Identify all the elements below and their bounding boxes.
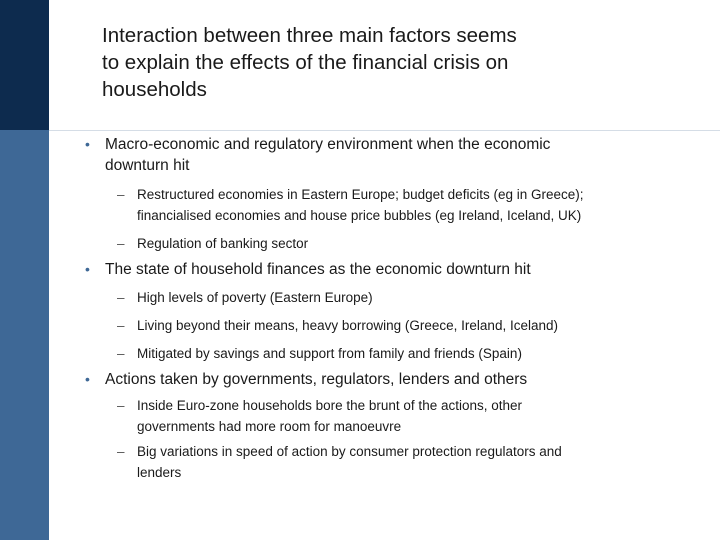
- bullet-line: The state of household finances as the economic downturn hit: [105, 261, 531, 278]
- sub-bullet-poverty: [117, 287, 697, 308]
- bullet-line: Macro-economic and regulatory environment when the economic: [105, 136, 551, 153]
- dash-icon: –: [117, 318, 125, 333]
- sub-bullet-line: Inside Euro-zone households bore the brunt of the actions, other: [137, 398, 523, 413]
- bullet-line: downturn hit: [105, 157, 190, 174]
- sub-bullet-speed-of-action: [117, 441, 697, 483]
- dash-icon: –: [117, 346, 125, 361]
- sub-bullet-euro-zone: [117, 395, 697, 437]
- sub-bullet-line: Living beyond their means, heavy borrowing (Greece, Ireland, Iceland): [137, 318, 558, 333]
- sub-bullet-line: governments had more room for manoeuvre: [137, 419, 402, 434]
- bullet-text: [105, 259, 685, 280]
- bullet-text: [105, 134, 685, 176]
- sub-bullet-line: Big variations in speed of action by consumer protection regulators and: [137, 444, 562, 459]
- bullet-icon: •: [85, 136, 90, 152]
- dash-icon: –: [117, 290, 125, 305]
- sub-bullet-savings: [117, 343, 697, 364]
- sub-bullet-line: financialised economies and house price bubbles (eg Ireland, Iceland, UK): [137, 208, 582, 223]
- sub-bullet-text: [137, 287, 697, 308]
- sub-bullet-line: Mitigated by savings and support from family and friends (Spain): [137, 346, 522, 361]
- title-divider: [49, 130, 720, 131]
- bullet-macro-environment: [85, 134, 685, 176]
- sub-bullet-line: Restructured economies in Eastern Europe; budget deficits (eg in Greece);: [137, 187, 584, 202]
- dash-icon: –: [117, 187, 125, 202]
- bullet-icon: •: [85, 261, 90, 277]
- sub-bullet-banking-regulation: [117, 233, 697, 254]
- dash-icon: –: [117, 398, 125, 413]
- sidebar-accent-dark: [0, 0, 49, 130]
- sub-bullet-text: [137, 343, 697, 364]
- sub-bullet-borrowing: [117, 315, 697, 336]
- bullet-line: Actions taken by governments, regulators, lenders and others: [105, 371, 528, 388]
- sub-bullet-line: High levels of poverty (Eastern Europe): [137, 290, 373, 305]
- bullet-actions-taken: [85, 369, 685, 390]
- sub-bullet-text: [137, 441, 697, 483]
- dash-icon: –: [117, 236, 125, 251]
- bullet-text: [105, 369, 685, 390]
- slide-title-line: households: [102, 78, 207, 101]
- slide-title: [102, 22, 682, 103]
- sub-bullet-line: lenders: [137, 465, 182, 480]
- slide-title-line: Interaction between three main factors seems: [102, 24, 517, 47]
- sub-bullet-text: [137, 184, 697, 226]
- sub-bullet-restructured-economies: [117, 184, 697, 226]
- bullet-household-finances: [85, 259, 685, 280]
- sub-bullet-text: [137, 315, 697, 336]
- sub-bullet-text: [137, 233, 697, 254]
- bullet-icon: •: [85, 371, 90, 387]
- dash-icon: –: [117, 444, 125, 459]
- sidebar-accent-light: [0, 130, 49, 540]
- slide-title-line: to explain the effects of the financial crisis on: [102, 51, 509, 74]
- sub-bullet-text: [137, 395, 697, 437]
- sub-bullet-line: Regulation of banking sector: [137, 236, 309, 251]
